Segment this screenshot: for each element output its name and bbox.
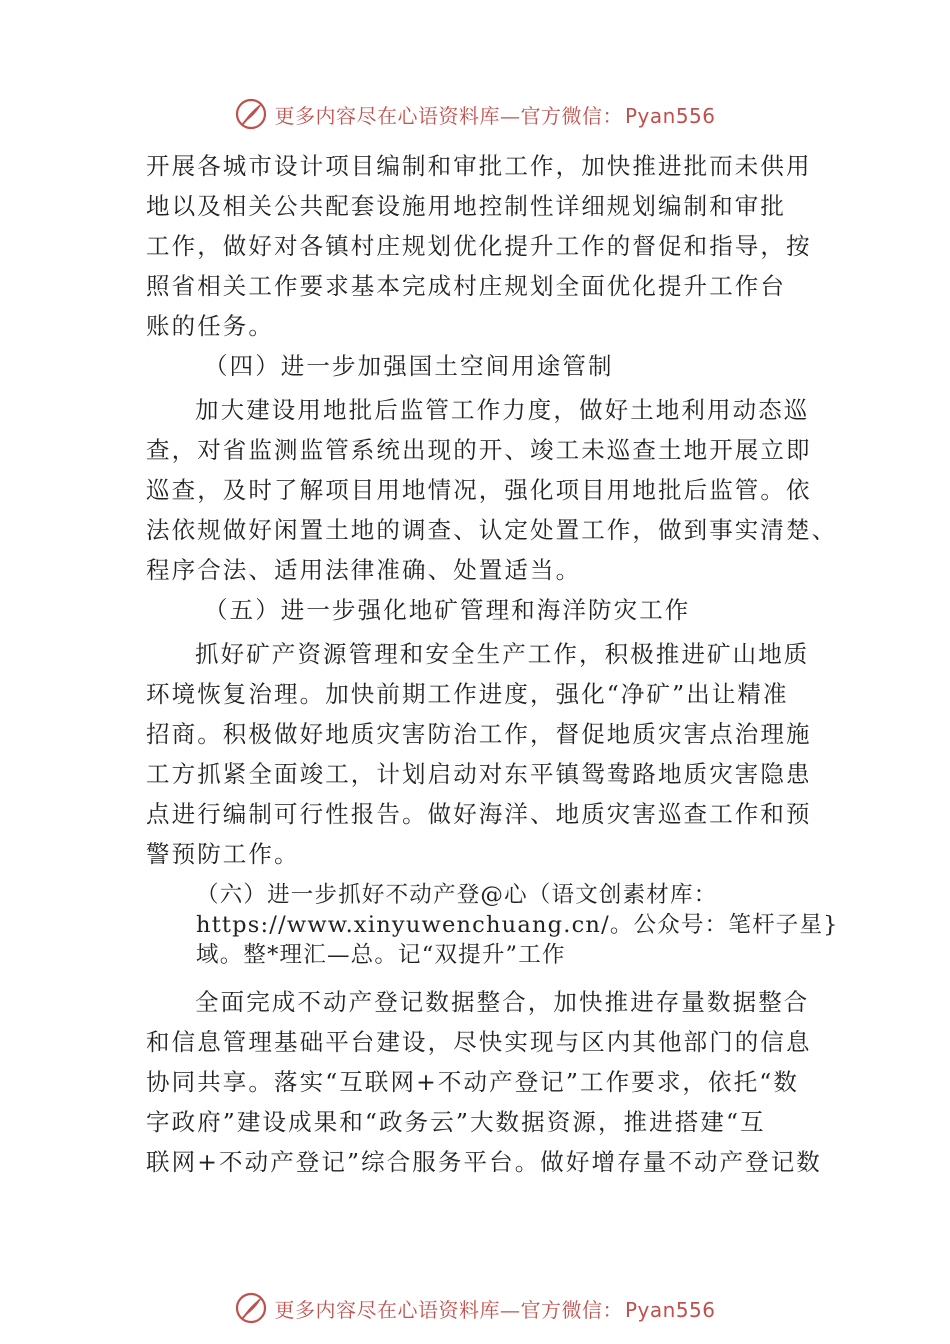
feather-pen-seal-icon bbox=[234, 1291, 268, 1325]
paragraph-line: 程序合法、适用法律准确、处置适当。 bbox=[146, 556, 582, 584]
document-body bbox=[146, 146, 839, 1182]
paragraph-line: 巡查，及时了解项目用地情况，强化项目用地批后监管。依 bbox=[146, 476, 812, 504]
banner-label: 更多内容尽在心语资料库—官方微信： bbox=[274, 103, 623, 128]
paragraph-line: 环境恢复治理。加快前期工作进度，强化“净矿”出让精准 bbox=[146, 680, 789, 708]
paragraph-line: 协同共享。落实“互联网+不动产登记”工作要求，依托“数 bbox=[146, 1068, 799, 1096]
paragraph-4 bbox=[146, 982, 822, 1182]
feather-pen-seal-icon bbox=[234, 97, 268, 131]
banner-label: 更多内容尽在心语资料库—官方微信： bbox=[274, 1297, 623, 1322]
banner-text bbox=[274, 1294, 715, 1323]
paragraph-line: 点进行编制可行性报告。做好海洋、地质灾害巡查工作和预 bbox=[146, 800, 812, 828]
paragraph-line: 地以及相关公共配套设施用地控制性详细规划编制和审批 bbox=[146, 192, 786, 220]
paragraph-3 bbox=[146, 634, 812, 874]
paragraph-line: 加大建设用地批后监管工作力度，做好土地利用动态巡 bbox=[195, 396, 810, 424]
paragraph-line: 账的任务。 bbox=[146, 312, 274, 340]
banner-text bbox=[274, 100, 715, 129]
paragraph-line: 联网+不动产登记”综合服务平台。做好增存量不动产登记数 bbox=[146, 1148, 822, 1176]
paragraph-line: 抓好矿产资源管理和安全生产工作，积极推进矿山地质 bbox=[195, 640, 810, 668]
paragraph-line: 招商。积极做好地质灾害防治工作，督促地质灾害点治理施 bbox=[146, 720, 812, 748]
footer-watermark-banner bbox=[0, 1288, 950, 1328]
banner-wechat-id: Pyan556 bbox=[624, 1297, 716, 1322]
paragraph-line: 工作，做好对各镇村庄规划优化提升工作的督促和指导，按 bbox=[146, 232, 812, 260]
heading-line: https://www.xinyuwenchuang.cn/。公众号：笔杆子星} bbox=[196, 912, 839, 938]
header-watermark-banner bbox=[0, 94, 950, 134]
paragraph-line: 全面完成不动产登记数据整合，加快推进存量数据整合 bbox=[195, 988, 810, 1016]
paragraph-line: 工方抓紧全面竣工，计划启动对东平镇鸳鸯路地质灾害隐患 bbox=[146, 760, 812, 788]
paragraph-2 bbox=[146, 390, 838, 590]
section-heading-4: （四）进一步加强国土空间用途管制 bbox=[204, 352, 614, 380]
heading-line: 域。整*理汇—总。记“双提升”工作 bbox=[196, 942, 566, 968]
paragraph-line: 照省相关工作要求基本完成村庄规划全面优化提升工作台 bbox=[146, 272, 786, 300]
paragraph-line: 和信息管理基础平台建设，尽快实现与区内其他部门的信息 bbox=[146, 1028, 812, 1056]
paragraph-line: 法依规做好闲置土地的调查、认定处置工作，做到事实清楚、 bbox=[146, 516, 838, 544]
section-heading-5: （五）进一步强化地矿管理和海洋防灾工作 bbox=[204, 596, 691, 624]
paragraph-line: 字政府”建设成果和“政务云”大数据资源，推进搭建“互 bbox=[146, 1108, 766, 1136]
banner-wechat-id: Pyan556 bbox=[624, 103, 716, 128]
paragraph-line: 查，对省监测监管系统出现的开、竣工未巡查土地开展立即 bbox=[146, 436, 812, 464]
paragraph-line: 警预防工作。 bbox=[146, 840, 300, 868]
section-heading-6 bbox=[146, 880, 839, 970]
paragraph-line: 开展各城市设计项目编制和审批工作，加快推进批而未供用 bbox=[146, 152, 812, 180]
paragraph-1 bbox=[146, 146, 812, 346]
heading-line: （六）进一步抓好不动产登@心（语文创素材库： bbox=[196, 882, 718, 908]
